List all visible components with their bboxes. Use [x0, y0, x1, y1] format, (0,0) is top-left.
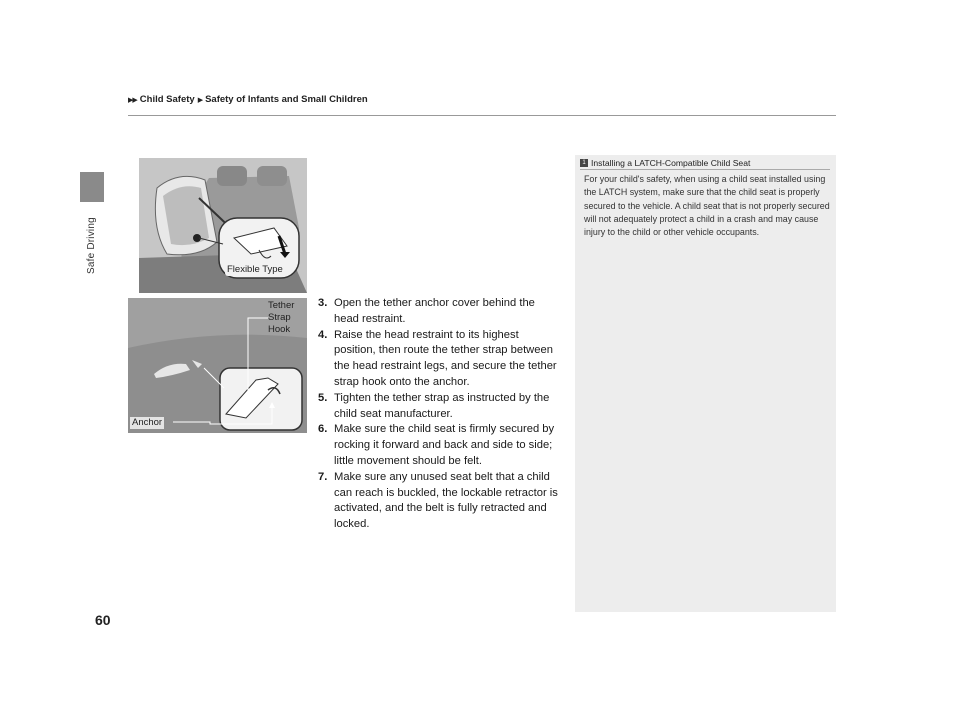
chapter-label: Safe Driving — [86, 217, 97, 274]
double-arrow-icon: ▶▶ — [128, 96, 137, 104]
note-body: For your child's safety, when using a child seat installed using the LATCH system, make sure that the child seat is properly secured to the vehicle. A child seat that is not properly secured will not adequately protect a child in a crash and may cause injury to the child or other vehicle occupants. — [584, 174, 830, 238]
step-item — [318, 470, 558, 533]
tether-label-line2: Strap — [268, 312, 291, 323]
step-item — [318, 328, 558, 391]
step-number: 6. — [318, 423, 328, 436]
note-title-text: Installing a LATCH-Compatible Child Seat — [591, 158, 751, 168]
step-number: 5. — [318, 391, 328, 404]
step-text: Make sure any unused seat belt that a child can reach is buckled, the lockable retractor is activated, and the belt is fully retracted and locked. — [334, 470, 558, 531]
instruction-steps — [318, 296, 558, 533]
tether-strap-hook-label — [268, 300, 304, 336]
step-number: 3. — [318, 297, 328, 309]
tether-label-line3: Hook — [268, 324, 291, 335]
tether-label-line1: Tether — [268, 300, 295, 311]
step-item — [318, 391, 558, 423]
header-divider — [128, 115, 836, 116]
note-divider — [580, 169, 830, 170]
breadcrumb — [128, 94, 368, 105]
chapter-tab — [80, 172, 104, 202]
step-text: Tighten the tether strap as instructed by the child seat manufacturer. — [334, 391, 550, 420]
breadcrumb-section: Child Safety — [139, 94, 195, 105]
breadcrumb-subsection: Safety of Infants and Small Children — [205, 94, 368, 105]
note-title — [580, 158, 830, 168]
step-item — [318, 296, 558, 328]
step-text: Make sure the child seat is firmly secured by rocking it forward and back and side to side; little movement should be felt. — [334, 423, 555, 467]
step-number: 4. — [318, 328, 328, 341]
step-item — [318, 422, 558, 469]
reference-icon: 1 — [580, 159, 588, 167]
arrow-icon: ▶ — [197, 96, 203, 104]
step-text: Open the tether anchor cover behind the head restraint. — [334, 297, 535, 325]
step-text: Raise the head restraint to its highest position, then route the tether strap between the head restraint legs, and secure the tether strap hook onto the anchor. — [334, 328, 557, 388]
anchor-label: Anchor — [132, 417, 163, 428]
step-number: 7. — [318, 470, 328, 483]
page-number: 60 — [95, 612, 111, 628]
flexible-type-label: Flexible Type — [227, 264, 283, 275]
